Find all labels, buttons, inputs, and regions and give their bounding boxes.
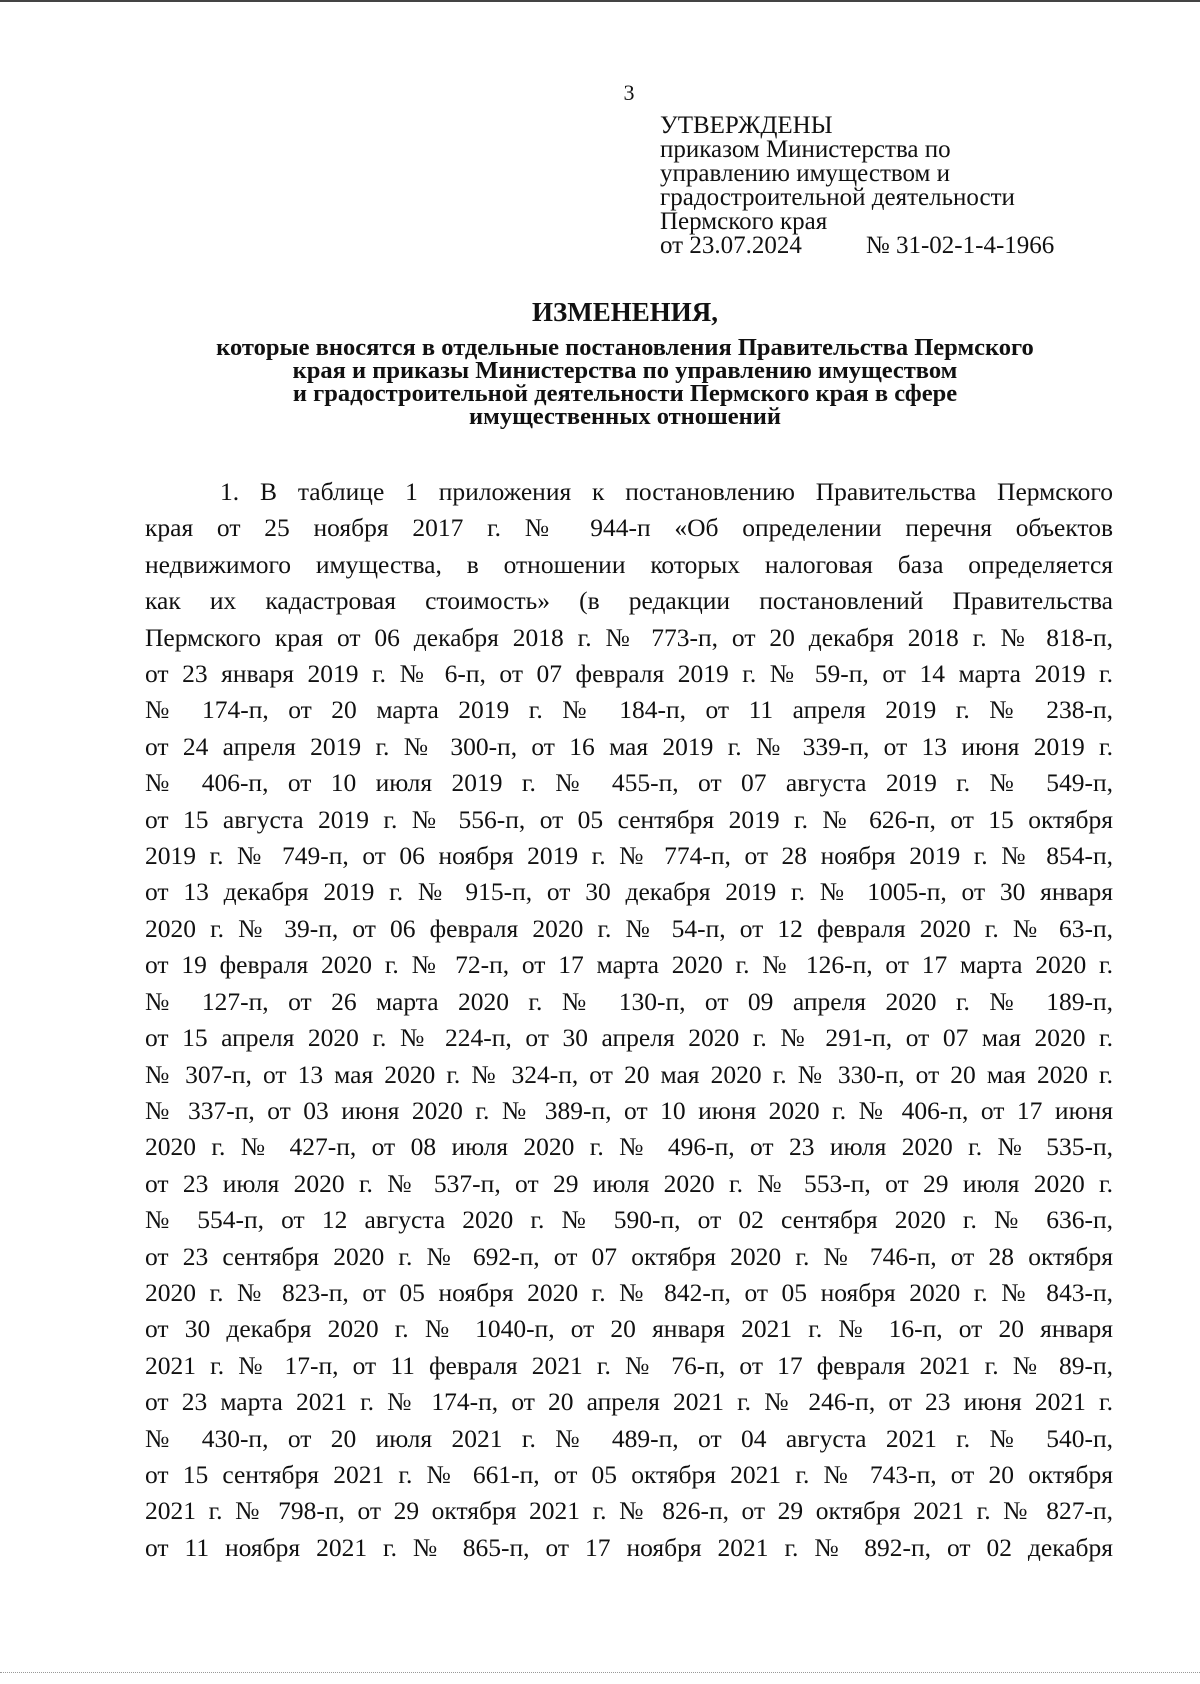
body-paragraph bbox=[145, 474, 1113, 1566]
paragraph-line: № 406-п, от 10 июля 2019 г. № 455-п, от 07 августа 2019 г. № 549-п, bbox=[145, 768, 1113, 798]
paragraph-line: как их кадастровая стоимость» (в редакции постановлений Правительства bbox=[145, 586, 1113, 616]
approval-line: Пермского края bbox=[660, 208, 828, 235]
paragraph-line: № 337-п, от 03 июня 2020 г. № 389-п, от 10 июня 2020 г. № 406-п, от 17 июня bbox=[145, 1095, 1113, 1125]
paragraph-line: от 30 декабря 2020 г. № 1040-п, от 20 января 2021 г. № 16-п, от 20 января bbox=[145, 1314, 1113, 1344]
paragraph-line: от 19 февраля 2020 г. № 72-п, от 17 марта 2020 г. № 126-п, от 17 марта 2020 г. bbox=[145, 950, 1113, 980]
paragraph-line: № 174-п, от 20 марта 2019 г. № 184-п, от 11 апреля 2019 г. № 238-п, bbox=[145, 695, 1113, 725]
paragraph-line: от 15 апреля 2020 г. № 224-п, от 30 апреля 2020 г. № 291-п, от 07 мая 2020 г. bbox=[145, 1023, 1113, 1053]
approval-line: градостроительной деятельности bbox=[660, 184, 1015, 211]
page-number: 3 bbox=[623, 80, 635, 105]
paragraph-line: 2020 г. № 427-п, от 08 июля 2020 г. № 496-п, от 23 июля 2020 г. № 535-п, bbox=[145, 1132, 1113, 1162]
paragraph-line: 1. В таблице 1 приложения к постановлению Правительства Пермского bbox=[220, 477, 1113, 506]
paragraph-line: от 15 августа 2019 г. № 556-п, от 05 сентября 2019 г. № 626-п, от 15 октября bbox=[145, 804, 1113, 834]
approval-date: от 23.07.2024 bbox=[660, 232, 802, 259]
approval-date-row bbox=[660, 234, 1120, 258]
paragraph-line: недвижимого имущества, в отношении которых налоговая база определяется bbox=[145, 549, 1113, 579]
document-title: ИЗМЕНЕНИЯ, bbox=[531, 297, 718, 327]
page-bottom-edge bbox=[0, 1672, 1200, 1674]
paragraph-line: от 13 декабря 2019 г. № 915-п, от 30 декабря 2019 г. № 1005-п, от 30 января bbox=[145, 877, 1113, 907]
paragraph-line: 2021 г. № 798-п, от 29 октября 2021 г. № 826-п, от 29 октября 2021 г. № 827-п, bbox=[145, 1496, 1113, 1526]
paragraph-line: края от 25 ноября 2017 г. № 944-п «Об определении перечня объектов bbox=[145, 513, 1113, 543]
paragraph-line: № 307-п, от 13 мая 2020 г. № 324-п, от 20 мая 2020 г. № 330-п, от 20 мая 2020 г. bbox=[145, 1059, 1113, 1089]
paragraph-line: от 24 апреля 2019 г. № 300-п, от 16 мая 2019 г. № 339-п, от 13 июня 2019 г. bbox=[145, 731, 1113, 761]
approval-heading: УТВЕРЖДЕНЫ bbox=[660, 112, 833, 139]
paragraph-line: Пермского края от 06 декабря 2018 г. № 773-п, от 20 декабря 2018 г. № 818-п, bbox=[145, 622, 1113, 652]
approval-number: № 31-02-1-4-1966 bbox=[865, 232, 1055, 259]
paragraph-line: № 127-п, от 26 марта 2020 г. № 130-п, от 09 апреля 2020 г. № 189-п, bbox=[145, 986, 1113, 1016]
paragraph-line: 2020 г. № 823-п, от 05 ноября 2020 г. № 842-п, от 05 ноября 2020 г. № 843-п, bbox=[145, 1277, 1113, 1307]
paragraph-line: 2021 г. № 17-п, от 11 февраля 2021 г. № 76-п, от 17 февраля 2021 г. № 89-п, bbox=[145, 1350, 1113, 1380]
paragraph-line: от 11 ноября 2021 г. № 865-п, от 17 ноября 2021 г. № 892-п, от 02 декабря bbox=[145, 1532, 1113, 1562]
paragraph-line: 2020 г. № 39-п, от 06 февраля 2020 г. № 54-п, от 12 февраля 2020 г. № 63-п, bbox=[145, 913, 1113, 943]
document-subtitle bbox=[145, 336, 1105, 428]
subtitle-line: края и приказы Министерства по управлению имуществом bbox=[292, 357, 958, 384]
paragraph-line: № 554-п, от 12 августа 2020 г. № 590-п, от 02 сентября 2020 г. № 636-п, bbox=[145, 1205, 1113, 1235]
paragraph-line: № 430-п, от 20 июля 2021 г. № 489-п, от 04 августа 2021 г. № 540-п, bbox=[145, 1423, 1113, 1453]
paragraph-line: от 23 января 2019 г. № 6-п, от 07 февраля 2019 г. № 59-п, от 14 марта 2019 г. bbox=[145, 659, 1113, 689]
paragraph-line: от 15 сентября 2021 г. № 661-п, от 05 октября 2021 г. № 743-п, от 20 октября bbox=[145, 1459, 1113, 1489]
paragraph-line: 2019 г. № 749-п, от 06 ноября 2019 г. № 774-п, от 28 ноября 2019 г. № 854-п, bbox=[145, 841, 1113, 871]
paragraph-line: от 23 июля 2020 г. № 537-п, от 29 июля 2020 г. № 553-п, от 29 июля 2020 г. bbox=[145, 1168, 1113, 1198]
paragraph-line: от 23 марта 2021 г. № 174-п, от 20 апреля 2021 г. № 246-п, от 23 июня 2021 г. bbox=[145, 1387, 1113, 1417]
approval-line: приказом Министерства по bbox=[660, 136, 951, 163]
subtitle-line: которые вносятся в отдельные постановления Правительства Пермского bbox=[216, 334, 1034, 361]
subtitle-line: и градостроительной деятельности Пермского края в сфере bbox=[292, 380, 958, 407]
subtitle-line: имущественных отношений bbox=[469, 403, 781, 430]
page-top-border bbox=[0, 0, 1200, 2]
approval-block bbox=[660, 114, 1120, 258]
paragraph-line: от 23 сентября 2020 г. № 692-п, от 07 октября 2020 г. № 746-п, от 28 октября bbox=[145, 1241, 1113, 1271]
approval-line: управлению имуществом и bbox=[660, 160, 951, 187]
